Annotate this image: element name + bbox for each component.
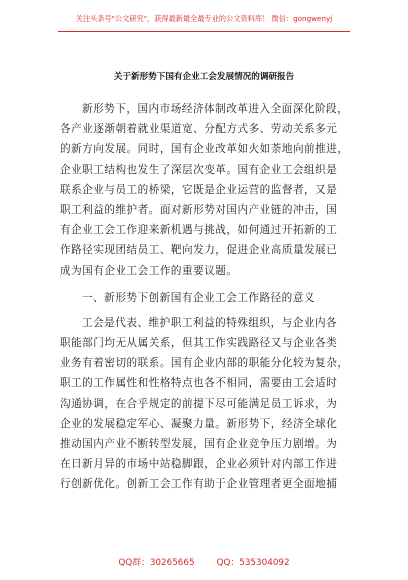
paragraph-line: 各产业逐渐朝着就业渠道宽、分配方式多、劳动关系多元 bbox=[60, 123, 338, 136]
section-heading: 一、新形势下创新国有企业工会工作路径的意义 bbox=[82, 291, 315, 304]
paragraph-line: 作路径实现团结员工、靶向发力，促进企业高质量发展已 bbox=[60, 244, 338, 257]
paragraph-line: 职能部门均无从属关系，但其工作实践路径又与企业各类 bbox=[60, 337, 338, 350]
header-divider bbox=[58, 31, 350, 32]
paragraph-line: 职工的工作属性和性格特点也各不相同，需要由工会适时 bbox=[60, 377, 338, 390]
paragraph-line: 业务有着密切的联系。国有企业内部的职能分化较为复杂， bbox=[60, 357, 349, 370]
paragraph-line: 成为国有企业工会工作的重要议题。 bbox=[60, 264, 238, 277]
paragraph-line: 联系企业与员工的桥梁，它既是企业运营的监督者，又是 bbox=[60, 183, 338, 196]
paragraph-line: 有企业工会工作迎来新机遇与挑战，如何通过开拓新的工 bbox=[60, 224, 338, 237]
paragraph-line: 工会是代表、维护职工利益的特殊组织，与企业内各 bbox=[82, 316, 338, 329]
paragraph-line: 行创新优化。创新工会工作有助于企业管理者更全面地捕 bbox=[60, 478, 338, 491]
paragraph-line: 企业的发展稳定军心、凝聚力量。新形势下，经济全球化 bbox=[60, 417, 338, 430]
section1-paragraph bbox=[60, 313, 350, 495]
document-title: 关于新形势下国有企业工会发展情况的调研报告 bbox=[113, 72, 295, 82]
document-body bbox=[60, 99, 350, 495]
header-banner: 关注头条号"公文研究"，获得最新最全最专业的公文资料库！ 微信：gongwenyj bbox=[75, 14, 333, 23]
footer-qq: QQ：535304092 bbox=[216, 558, 290, 568]
paragraph-line: 沟通协调，在合乎规定的前提下尽可能满足员工诉求，为 bbox=[60, 397, 338, 410]
paragraph-line: 新形势下，国内市场经济体制改革进入全面深化阶段， bbox=[82, 103, 349, 115]
paragraph-line: 企业职工结构也发生了深层次变革。国有企业工会组织是 bbox=[60, 163, 338, 176]
footer-contact bbox=[0, 556, 408, 570]
paragraph-line: 职工利益的维护者。面对新形势对国内产业链的冲击，国 bbox=[60, 203, 338, 216]
paragraph-line: 在日新月异的市场中站稳脚跟，企业必须针对内部工作进 bbox=[60, 458, 338, 471]
paragraph-line: 推动国内产业不断转型发展，国有企业竞争压力剧增。为 bbox=[60, 438, 338, 451]
paragraph-line: 的新方向发展。同时，国有企业改革如火如荼地向前推进， bbox=[60, 143, 349, 156]
intro-paragraph bbox=[60, 99, 350, 281]
footer-qq-group: QQ群：30265665 bbox=[118, 558, 195, 568]
